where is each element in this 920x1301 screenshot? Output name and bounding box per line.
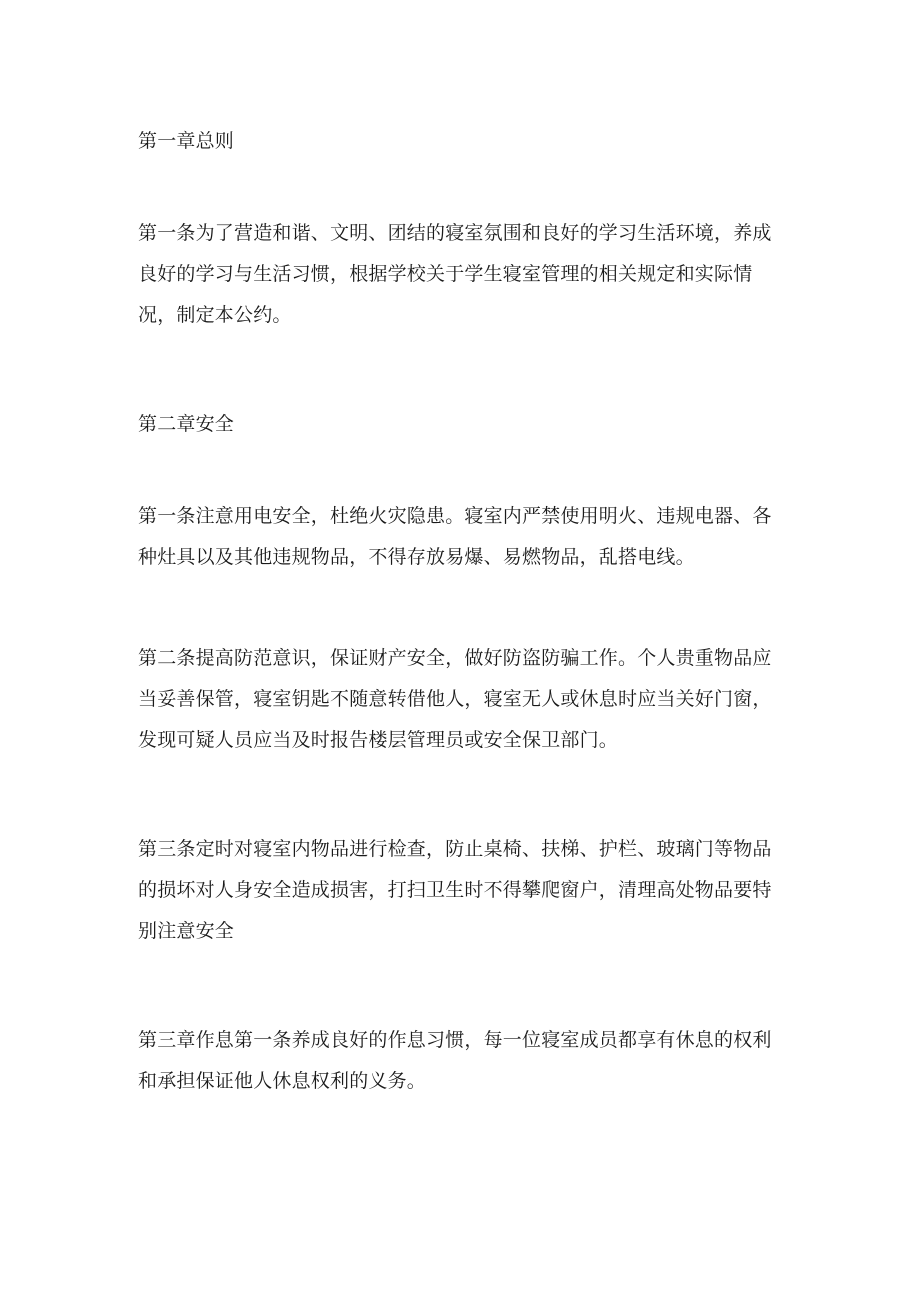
chapter-2-article-2: 第二条提高防范意识，保证财产安全，做好防盗防骗工作。个人贵重物品应当妥善保管，寝室钥匙不随意转借他人，寝室无人或休息时应当关好门窗，发现可疑人员应当及时报告楼层管理员或安全保卫部门。 (138, 647, 772, 751)
chapter-1-heading: 第一章总则 (138, 130, 235, 152)
chapter-2-heading: 第二章安全 (138, 413, 235, 435)
chapter-2-article-1: 第一条注意用电安全，杜绝火灾隐患。寝室内严禁使用明火、违规电器、各种灶具以及其他违规物品，不得存放易爆、易燃物品，乱搭电线。 (138, 505, 772, 568)
chapter-3-article-1: 第三章作息第一条养成良好的作息习惯，每一位寝室成员都享有休息的权利和承担保证他人休息权利的义务。 (138, 1029, 772, 1092)
chapter-2-article-3: 第三条定时对寝室内物品进行检查，防止桌椅、扶梯、护栏、玻璃门等物品的损坏对人身安全造成损害，打扫卫生时不得攀爬窗户，清理高处物品要特别注意安全 (138, 838, 772, 942)
chapter-1-article-1: 第一条为了营造和谐、文明、团结的寝室氛围和良好的学习生活环境，养成良好的学习与生活习惯，根据学校关于学生寝室管理的相关规定和实际情况，制定本公约。 (138, 222, 772, 326)
